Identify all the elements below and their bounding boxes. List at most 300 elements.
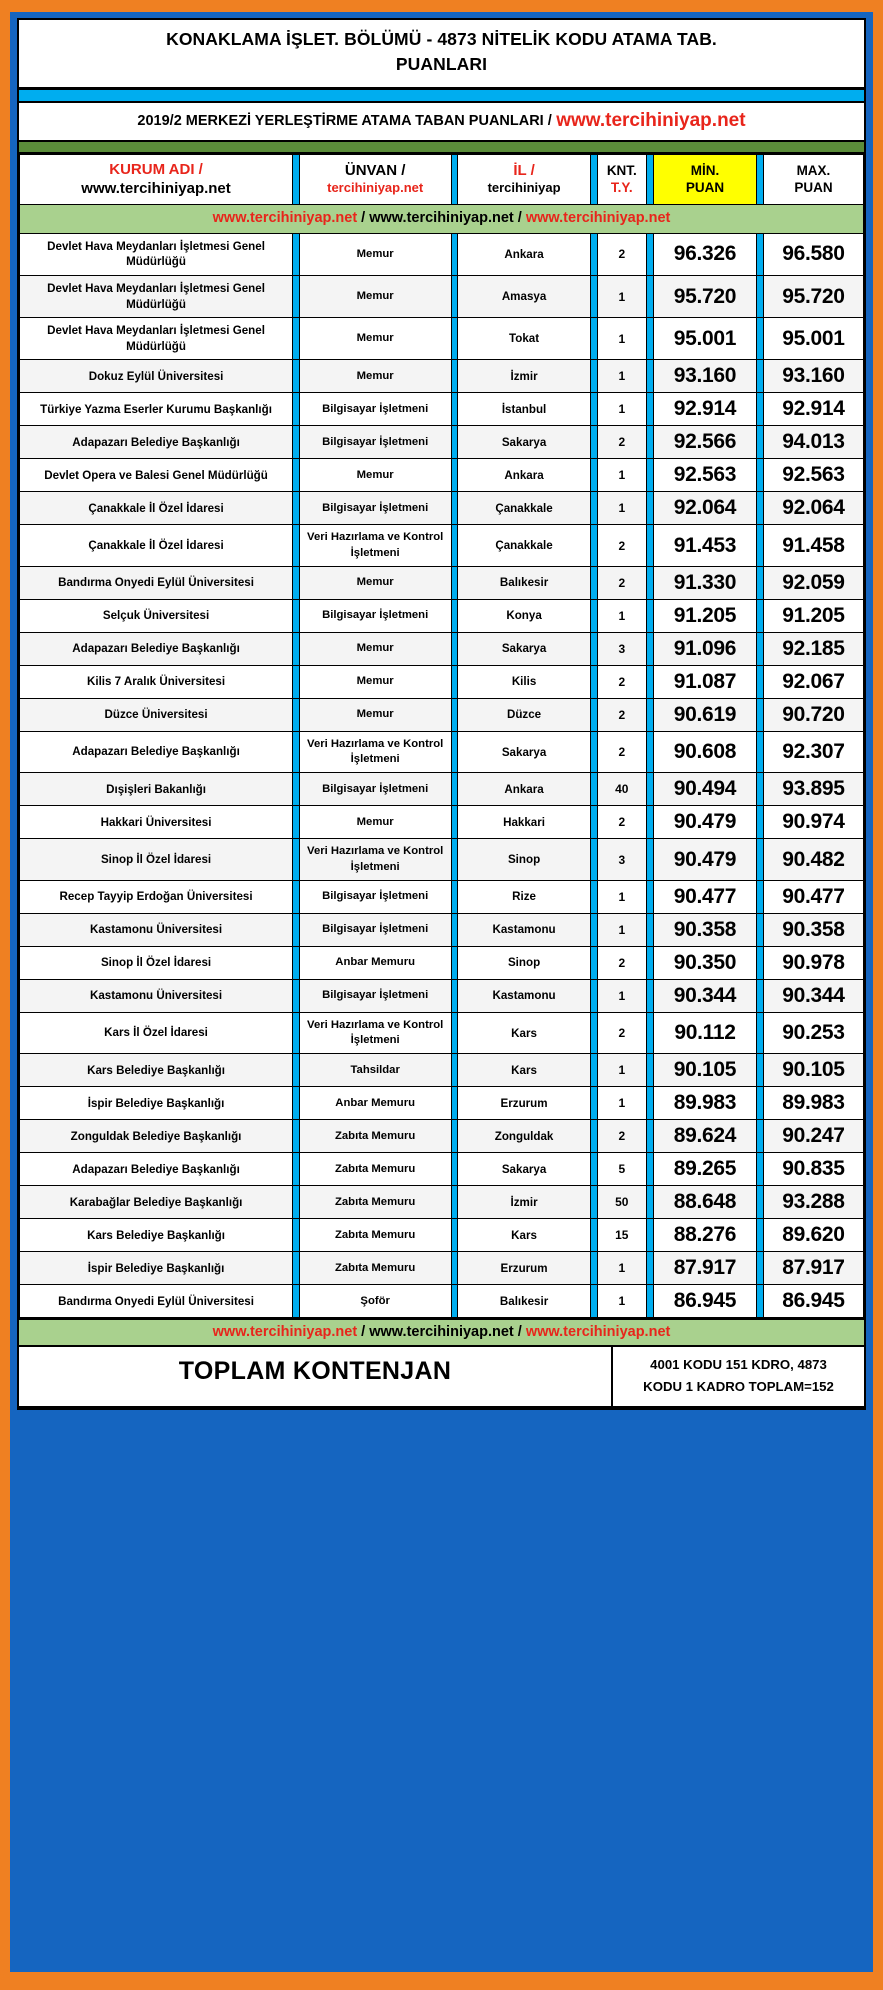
column-separator — [757, 360, 764, 393]
column-separator — [590, 979, 597, 1012]
table-row — [20, 839, 864, 881]
column-separator — [647, 318, 654, 360]
cell-max-puan: 93.895 — [763, 773, 863, 806]
cell-kurum: İspir Belediye Başkanlığı — [20, 1087, 293, 1120]
column-separator — [647, 1186, 654, 1219]
column-separator — [293, 1219, 300, 1252]
col-header-knt-top: KNT. — [606, 162, 637, 178]
total-row — [19, 1347, 864, 1408]
cell-il: Tokat — [458, 318, 591, 360]
table-row — [20, 459, 864, 492]
column-separator — [590, 492, 597, 525]
table-row — [20, 979, 864, 1012]
table-row — [20, 318, 864, 360]
column-separator — [451, 731, 458, 773]
column-separator — [757, 1012, 764, 1054]
column-separator — [757, 913, 764, 946]
cell-kontenjan: 2 — [597, 233, 646, 275]
cell-kurum: Karabağlar Belediye Başkanlığı — [20, 1186, 293, 1219]
column-separator — [647, 1219, 654, 1252]
column-separator — [590, 806, 597, 839]
column-separator — [451, 946, 458, 979]
column-separator — [590, 731, 597, 773]
cell-kontenjan: 1 — [597, 599, 646, 632]
table-row — [20, 665, 864, 698]
column-separator — [647, 946, 654, 979]
cell-unvan: Zabıta Memuru — [299, 1252, 451, 1285]
col-header-min-bottom: PUAN — [685, 179, 725, 195]
cell-max-puan: 90.720 — [763, 698, 863, 731]
cell-kontenjan: 2 — [597, 426, 646, 459]
col-header-kurum-top: KURUM ADI / — [109, 160, 203, 178]
cell-min-puan: 91.087 — [653, 665, 756, 698]
promo-sep-2: / — [513, 210, 526, 227]
table-row — [20, 698, 864, 731]
table-card — [17, 18, 866, 1410]
cell-min-puan: 89.983 — [653, 1087, 756, 1120]
column-separator — [757, 839, 764, 881]
table-row — [20, 632, 864, 665]
column-separator — [590, 1186, 597, 1219]
cell-kurum: Dokuz Eylül Üniversitesi — [20, 360, 293, 393]
col-header-max-puan — [763, 154, 863, 204]
cell-max-puan: 95.001 — [763, 318, 863, 360]
cell-max-puan: 93.160 — [763, 360, 863, 393]
cell-unvan: Memur — [299, 632, 451, 665]
cell-il: Kars — [458, 1219, 591, 1252]
cell-kontenjan: 2 — [597, 1120, 646, 1153]
cell-unvan: Bilgisayar İşletmeni — [299, 426, 451, 459]
column-separator — [590, 913, 597, 946]
cell-kurum: Sinop İl Özel İdaresi — [20, 946, 293, 979]
column-separator — [451, 806, 458, 839]
cell-kontenjan: 2 — [597, 665, 646, 698]
cell-il: Ankara — [458, 773, 591, 806]
cell-kurum: Çanakkale İl Özel İdaresi — [20, 492, 293, 525]
cell-min-puan: 95.720 — [653, 275, 756, 317]
cell-kurum: Adapazarı Belediye Başkanlığı — [20, 1153, 293, 1186]
column-separator — [293, 806, 300, 839]
column-separator — [647, 393, 654, 426]
cell-min-puan: 88.276 — [653, 1219, 756, 1252]
column-separator — [451, 665, 458, 698]
cell-max-puan: 90.247 — [763, 1120, 863, 1153]
cell-max-puan: 90.253 — [763, 1012, 863, 1054]
column-separator — [293, 426, 300, 459]
cell-kontenjan: 2 — [597, 525, 646, 567]
cell-il: Ankara — [458, 233, 591, 275]
column-separator — [590, 1012, 597, 1054]
cell-kurum: Bandırma Onyedi Eylül Üniversitesi — [20, 1285, 293, 1318]
cell-il: Kars — [458, 1012, 591, 1054]
total-label: TOPLAM KONTENJAN — [19, 1347, 613, 1406]
column-separator — [590, 632, 597, 665]
column-separator — [293, 360, 300, 393]
cell-unvan: Bilgisayar İşletmeni — [299, 393, 451, 426]
column-separator — [451, 1285, 458, 1318]
col-header-il-top: İL / — [513, 162, 535, 180]
column-separator — [757, 979, 764, 1012]
cell-unvan: Bilgisayar İşletmeni — [299, 880, 451, 913]
cell-kontenjan: 1 — [597, 275, 646, 317]
cell-kontenjan: 1 — [597, 913, 646, 946]
col-header-kurum-bottom: www.tercihiniyap.net — [81, 179, 231, 197]
column-separator — [757, 492, 764, 525]
cell-kontenjan: 1 — [597, 459, 646, 492]
cell-kurum: Adapazarı Belediye Başkanlığı — [20, 426, 293, 459]
cell-il: Sakarya — [458, 632, 591, 665]
cell-max-puan: 90.344 — [763, 979, 863, 1012]
cell-min-puan: 90.105 — [653, 1054, 756, 1087]
cell-max-puan: 89.620 — [763, 1219, 863, 1252]
cell-unvan: Memur — [299, 360, 451, 393]
column-separator — [647, 880, 654, 913]
column-separator — [757, 426, 764, 459]
column-separator — [451, 599, 458, 632]
cell-max-puan: 92.067 — [763, 665, 863, 698]
cyan-divider-bar — [19, 90, 864, 103]
cell-kontenjan: 1 — [597, 492, 646, 525]
column-separator — [757, 233, 764, 275]
table-row — [20, 946, 864, 979]
column-separator — [647, 492, 654, 525]
cell-il: Balıkesir — [458, 1285, 591, 1318]
cell-kontenjan: 50 — [597, 1186, 646, 1219]
cell-unvan: Zabıta Memuru — [299, 1219, 451, 1252]
cell-min-puan: 90.477 — [653, 880, 756, 913]
column-separator — [757, 1285, 764, 1318]
cell-il: Kastamonu — [458, 979, 591, 1012]
cell-unvan: Veri Hazırlama ve Kontrol İşletmeni — [299, 1012, 451, 1054]
cell-unvan: Memur — [299, 318, 451, 360]
total-detail — [613, 1347, 864, 1406]
table-header — [20, 154, 864, 233]
cell-min-puan: 90.350 — [653, 946, 756, 979]
column-separator — [293, 599, 300, 632]
subtitle-site-link[interactable]: www.tercihiniyap.net — [556, 109, 746, 131]
column-separator — [451, 393, 458, 426]
column-separator — [451, 154, 458, 204]
cell-kontenjan: 2 — [597, 946, 646, 979]
table-row — [20, 773, 864, 806]
cell-kurum: Düzce Üniversitesi — [20, 698, 293, 731]
cell-min-puan: 92.064 — [653, 492, 756, 525]
column-separator — [757, 880, 764, 913]
column-separator — [647, 979, 654, 1012]
cell-min-puan: 90.112 — [653, 1012, 756, 1054]
cell-unvan: Memur — [299, 275, 451, 317]
cell-min-puan: 90.619 — [653, 698, 756, 731]
table-row — [20, 1120, 864, 1153]
column-separator — [590, 233, 597, 275]
column-separator — [647, 632, 654, 665]
cell-kurum: Türkiye Yazma Eserler Kurumu Başkanlığı — [20, 393, 293, 426]
column-separator — [451, 1186, 458, 1219]
cell-unvan: Veri Hazırlama ve Kontrol İşletmeni — [299, 731, 451, 773]
promo-strip-row — [20, 205, 864, 233]
cell-max-puan: 90.835 — [763, 1153, 863, 1186]
column-separator — [590, 839, 597, 881]
cell-il: Konya — [458, 599, 591, 632]
cell-il: Kilis — [458, 665, 591, 698]
column-separator — [590, 698, 597, 731]
column-separator — [451, 979, 458, 1012]
cell-max-puan: 92.307 — [763, 731, 863, 773]
table-row — [20, 1285, 864, 1318]
subtitle-bar — [19, 103, 864, 142]
cell-il: Sakarya — [458, 426, 591, 459]
table-row — [20, 1186, 864, 1219]
column-separator — [757, 731, 764, 773]
cell-unvan: Memur — [299, 233, 451, 275]
column-separator — [647, 1087, 654, 1120]
cell-unvan: Memur — [299, 459, 451, 492]
column-separator — [647, 731, 654, 773]
cell-kurum: Dışişleri Bakanlığı — [20, 773, 293, 806]
cell-max-puan: 90.482 — [763, 839, 863, 881]
cell-kontenjan: 15 — [597, 1219, 646, 1252]
column-separator — [590, 393, 597, 426]
cell-min-puan: 88.648 — [653, 1186, 756, 1219]
table-row — [20, 731, 864, 773]
column-separator — [293, 1120, 300, 1153]
table-row — [20, 599, 864, 632]
col-header-max-bottom: PUAN — [794, 179, 833, 195]
column-separator — [647, 1054, 654, 1087]
column-separator — [590, 1087, 597, 1120]
column-separator — [647, 599, 654, 632]
column-separator — [293, 1054, 300, 1087]
cell-unvan: Zabıta Memuru — [299, 1120, 451, 1153]
cell-kurum: Kastamonu Üniversitesi — [20, 979, 293, 1012]
promo-link-5[interactable]: www.tercihiniyap.net — [369, 1324, 514, 1341]
col-header-unvan-bottom: tercihiniyap.net — [327, 180, 424, 196]
column-separator — [590, 525, 597, 567]
column-separator — [757, 525, 764, 567]
cell-kontenjan: 1 — [597, 1285, 646, 1318]
column-separator — [647, 233, 654, 275]
cell-kurum: Devlet Hava Meydanları İşletmesi Genel Müdürlüğü — [20, 233, 293, 275]
cell-kurum: Devlet Hava Meydanları İşletmesi Genel Müdürlüğü — [20, 318, 293, 360]
cell-kontenjan: 5 — [597, 1153, 646, 1186]
column-separator — [451, 566, 458, 599]
column-separator — [451, 1153, 458, 1186]
cell-il: Çanakkale — [458, 492, 591, 525]
cell-unvan: Memur — [299, 806, 451, 839]
column-separator — [647, 566, 654, 599]
page-title — [19, 20, 864, 90]
header-row — [20, 154, 864, 204]
cell-kurum: Kars Belediye Başkanlığı — [20, 1219, 293, 1252]
cell-kontenjan: 2 — [597, 731, 646, 773]
column-separator — [293, 233, 300, 275]
cell-unvan: Bilgisayar İşletmeni — [299, 773, 451, 806]
column-separator — [293, 1012, 300, 1054]
column-separator — [293, 459, 300, 492]
cell-kontenjan: 1 — [597, 1087, 646, 1120]
cell-il: Sakarya — [458, 1153, 591, 1186]
cell-max-puan: 91.205 — [763, 599, 863, 632]
column-separator — [293, 393, 300, 426]
cell-kurum: Kars Belediye Başkanlığı — [20, 1054, 293, 1087]
column-separator — [590, 665, 597, 698]
cell-il: Ankara — [458, 459, 591, 492]
column-separator — [293, 665, 300, 698]
cell-kurum: Kilis 7 Aralık Üniversitesi — [20, 665, 293, 698]
cell-min-puan: 90.358 — [653, 913, 756, 946]
cell-unvan: Bilgisayar İşletmeni — [299, 913, 451, 946]
column-separator — [451, 698, 458, 731]
table-row — [20, 913, 864, 946]
cell-kurum: Sinop İl Özel İdaresi — [20, 839, 293, 881]
column-separator — [451, 275, 458, 317]
cell-kurum: Çanakkale İl Özel İdaresi — [20, 525, 293, 567]
cell-min-puan: 89.624 — [653, 1120, 756, 1153]
cell-min-puan: 90.494 — [653, 773, 756, 806]
cell-max-puan: 96.580 — [763, 233, 863, 275]
col-header-knt-bottom: T.Y. — [610, 179, 633, 195]
column-separator — [757, 1153, 764, 1186]
total-detail-line-2: KODU 1 KADRO TOPLAM=152 — [643, 1379, 834, 1395]
cell-unvan: Veri Hazırlama ve Kontrol İşletmeni — [299, 525, 451, 567]
col-header-kontenjan — [597, 154, 646, 204]
cell-min-puan: 96.326 — [653, 233, 756, 275]
table-row — [20, 806, 864, 839]
column-separator — [590, 426, 597, 459]
cell-il: İzmir — [458, 360, 591, 393]
cell-max-puan: 87.917 — [763, 1252, 863, 1285]
table-row — [20, 1054, 864, 1087]
column-separator — [451, 1054, 458, 1087]
cell-il: Balıkesir — [458, 566, 591, 599]
cell-min-puan: 90.479 — [653, 839, 756, 881]
column-separator — [647, 1120, 654, 1153]
cell-min-puan: 91.453 — [653, 525, 756, 567]
cell-il: Hakkari — [458, 806, 591, 839]
column-separator — [293, 979, 300, 1012]
cell-unvan: Bilgisayar İşletmeni — [299, 492, 451, 525]
cell-kontenjan: 1 — [597, 1054, 646, 1087]
cell-unvan: Bilgisayar İşletmeni — [299, 599, 451, 632]
cell-il: Sinop — [458, 946, 591, 979]
cell-min-puan: 91.330 — [653, 566, 756, 599]
cell-min-puan: 92.566 — [653, 426, 756, 459]
column-separator — [757, 1186, 764, 1219]
column-separator — [590, 154, 597, 204]
cell-kontenjan: 1 — [597, 360, 646, 393]
cell-min-puan: 89.265 — [653, 1153, 756, 1186]
column-separator — [647, 360, 654, 393]
promo-link-6[interactable]: www.tercihiniyap.net — [525, 1324, 671, 1341]
table-row — [20, 1219, 864, 1252]
column-separator — [647, 1252, 654, 1285]
page-title-line-1: KONAKLAMA İŞLET. BÖLÜMÜ - 4873 NİTELİK KODU ATAMA TAB. — [166, 29, 717, 49]
cell-max-puan: 92.059 — [763, 566, 863, 599]
col-header-il — [458, 154, 591, 204]
column-separator — [451, 839, 458, 881]
column-separator — [757, 698, 764, 731]
column-separator — [293, 698, 300, 731]
column-separator — [451, 913, 458, 946]
cell-min-puan: 87.917 — [653, 1252, 756, 1285]
cell-kontenjan: 3 — [597, 632, 646, 665]
column-separator — [451, 1120, 458, 1153]
cell-max-puan: 92.185 — [763, 632, 863, 665]
column-separator — [647, 839, 654, 881]
cell-kontenjan: 3 — [597, 839, 646, 881]
cell-min-puan: 92.563 — [653, 459, 756, 492]
column-separator — [757, 393, 764, 426]
table-row — [20, 1087, 864, 1120]
promo-link-2[interactable]: www.tercihiniyap.net — [369, 210, 514, 227]
column-separator — [451, 632, 458, 665]
column-separator — [293, 731, 300, 773]
column-separator — [451, 426, 458, 459]
table-row — [20, 393, 864, 426]
column-separator — [293, 880, 300, 913]
table-row — [20, 360, 864, 393]
column-separator — [590, 946, 597, 979]
col-header-unvan-top: ÜNVAN / — [344, 162, 406, 180]
cell-il: İzmir — [458, 1186, 591, 1219]
promo-sep-3: / — [357, 1324, 370, 1341]
promo-link-1[interactable]: www.tercihiniyap.net — [212, 210, 358, 227]
cell-kurum: Kars İl Özel İdaresi — [20, 1012, 293, 1054]
cell-unvan: Memur — [299, 566, 451, 599]
cell-kurum: Selçuk Üniversitesi — [20, 599, 293, 632]
column-separator — [647, 806, 654, 839]
cell-min-puan: 91.096 — [653, 632, 756, 665]
cell-max-puan: 94.013 — [763, 426, 863, 459]
cell-kontenjan: 2 — [597, 1012, 646, 1054]
column-separator — [647, 459, 654, 492]
column-separator — [647, 154, 654, 204]
cell-kurum: İspir Belediye Başkanlığı — [20, 1252, 293, 1285]
cell-kurum: Adapazarı Belediye Başkanlığı — [20, 731, 293, 773]
column-separator — [757, 599, 764, 632]
column-separator — [647, 913, 654, 946]
column-separator — [647, 665, 654, 698]
column-separator — [293, 154, 300, 204]
cell-max-puan: 90.477 — [763, 880, 863, 913]
cell-il: Sinop — [458, 839, 591, 881]
cell-kurum: Hakkari Üniversitesi — [20, 806, 293, 839]
column-separator — [757, 318, 764, 360]
cell-max-puan: 95.720 — [763, 275, 863, 317]
table-row — [20, 566, 864, 599]
column-separator — [451, 233, 458, 275]
promo-link-3[interactable]: www.tercihiniyap.net — [525, 210, 671, 227]
col-header-unvan — [299, 154, 451, 204]
cell-kurum: Kastamonu Üniversitesi — [20, 913, 293, 946]
table-row — [20, 1012, 864, 1054]
cell-unvan: Bilgisayar İşletmeni — [299, 979, 451, 1012]
cell-min-puan: 90.344 — [653, 979, 756, 1012]
column-separator — [647, 426, 654, 459]
promo-link-4[interactable]: www.tercihiniyap.net — [212, 1324, 358, 1341]
table-body — [20, 233, 864, 1318]
column-separator — [647, 1153, 654, 1186]
cell-max-puan: 91.458 — [763, 525, 863, 567]
promo-sep-4: / — [513, 1324, 526, 1341]
column-separator — [590, 1054, 597, 1087]
cell-unvan: Zabıta Memuru — [299, 1186, 451, 1219]
column-separator — [293, 525, 300, 567]
cell-il: Zonguldak — [458, 1120, 591, 1153]
cell-kurum: Recep Tayyip Erdoğan Üniversitesi — [20, 880, 293, 913]
cell-il: Erzurum — [458, 1087, 591, 1120]
col-header-max-top: MAX. — [796, 162, 831, 178]
